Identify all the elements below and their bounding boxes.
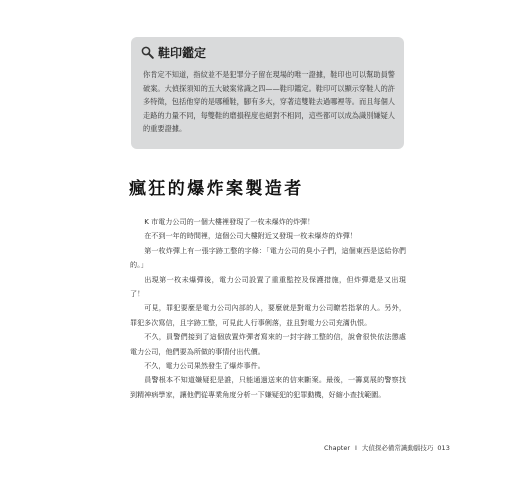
chapter-title: 瘋狂的爆炸案製造者 — [129, 179, 304, 199]
footer-section-title: 大偵探必備常識動腦技巧 — [361, 444, 434, 452]
magnifier-icon — [141, 46, 154, 59]
story-paragraph: 不久，電力公司果然發生了爆炸事件。 — [144, 361, 265, 371]
story-paragraph: 可見，罪犯要麼是電力公司內部的人，要麼就是對電力公司瞭若指掌的人。另外，罪犯多次寫信，且字跡工整，可見此人行事俐落，並且對電力公司充滿仇恨。 — [130, 303, 406, 327]
story-paragraph: K 市電力公司的一個大樓裡發現了一枚未爆炸的炸彈！ — [144, 217, 315, 226]
sidebar-body: 你肯定不知道，指紋並不是犯罪分子留在現場的唯一證據，鞋印也可以幫助員警破案。大偵探須知的五大破案常識之四——鞋印鑑定。鞋印可以顯示穿鞋人的許多特徵，包括他穿的是哪種鞋，腳有多大，穿著這雙鞋去過哪裡等。而且每個人走路的力量不同，每雙鞋的磨損程度也絕對不相同，這些都可以成為識別嫌疑人的重要證據。 — [143, 70, 395, 134]
story-text — [130, 215, 406, 402]
footer-separator: I — [355, 443, 357, 452]
sidebar-box — [131, 37, 404, 149]
story-paragraph: 不久，員警們接到了這個放置炸彈者寫來的一封字跡工整的信，說會很快依法懲處電力公司，他們要為所做的事情付出代價。 — [130, 332, 406, 356]
page-footer — [324, 443, 450, 452]
sidebar-title: 鞋印鑑定 — [158, 46, 207, 60]
story-paragraph: 第一枚炸彈上有一張字跡工整的字條：「電力公司的臭小子們，這個東西是送給你們的。」 — [130, 245, 406, 270]
sidebar-title-row — [141, 44, 206, 61]
footer-chapter-label: Chapter — [324, 443, 350, 452]
page-number: 013 — [437, 443, 450, 452]
story-paragraph: 在不到一年的時間裡，這個公司大樓附近又發現一枚未爆炸的炸彈！ — [144, 231, 357, 241]
story-paragraph: 員警根本不知道嫌疑犯是誰，只能通過送來的信來斷案。最後，一籌莫展的警察找到精神病學家，讓他們從專業角度分析一下嫌疑犯的犯罪動機，好縮小查找範圍。 — [130, 375, 406, 399]
story-paragraph: 出現第一枚未爆彈後，電力公司設置了重重監控及保護措施，但炸彈還是又出現了！ — [130, 274, 406, 299]
